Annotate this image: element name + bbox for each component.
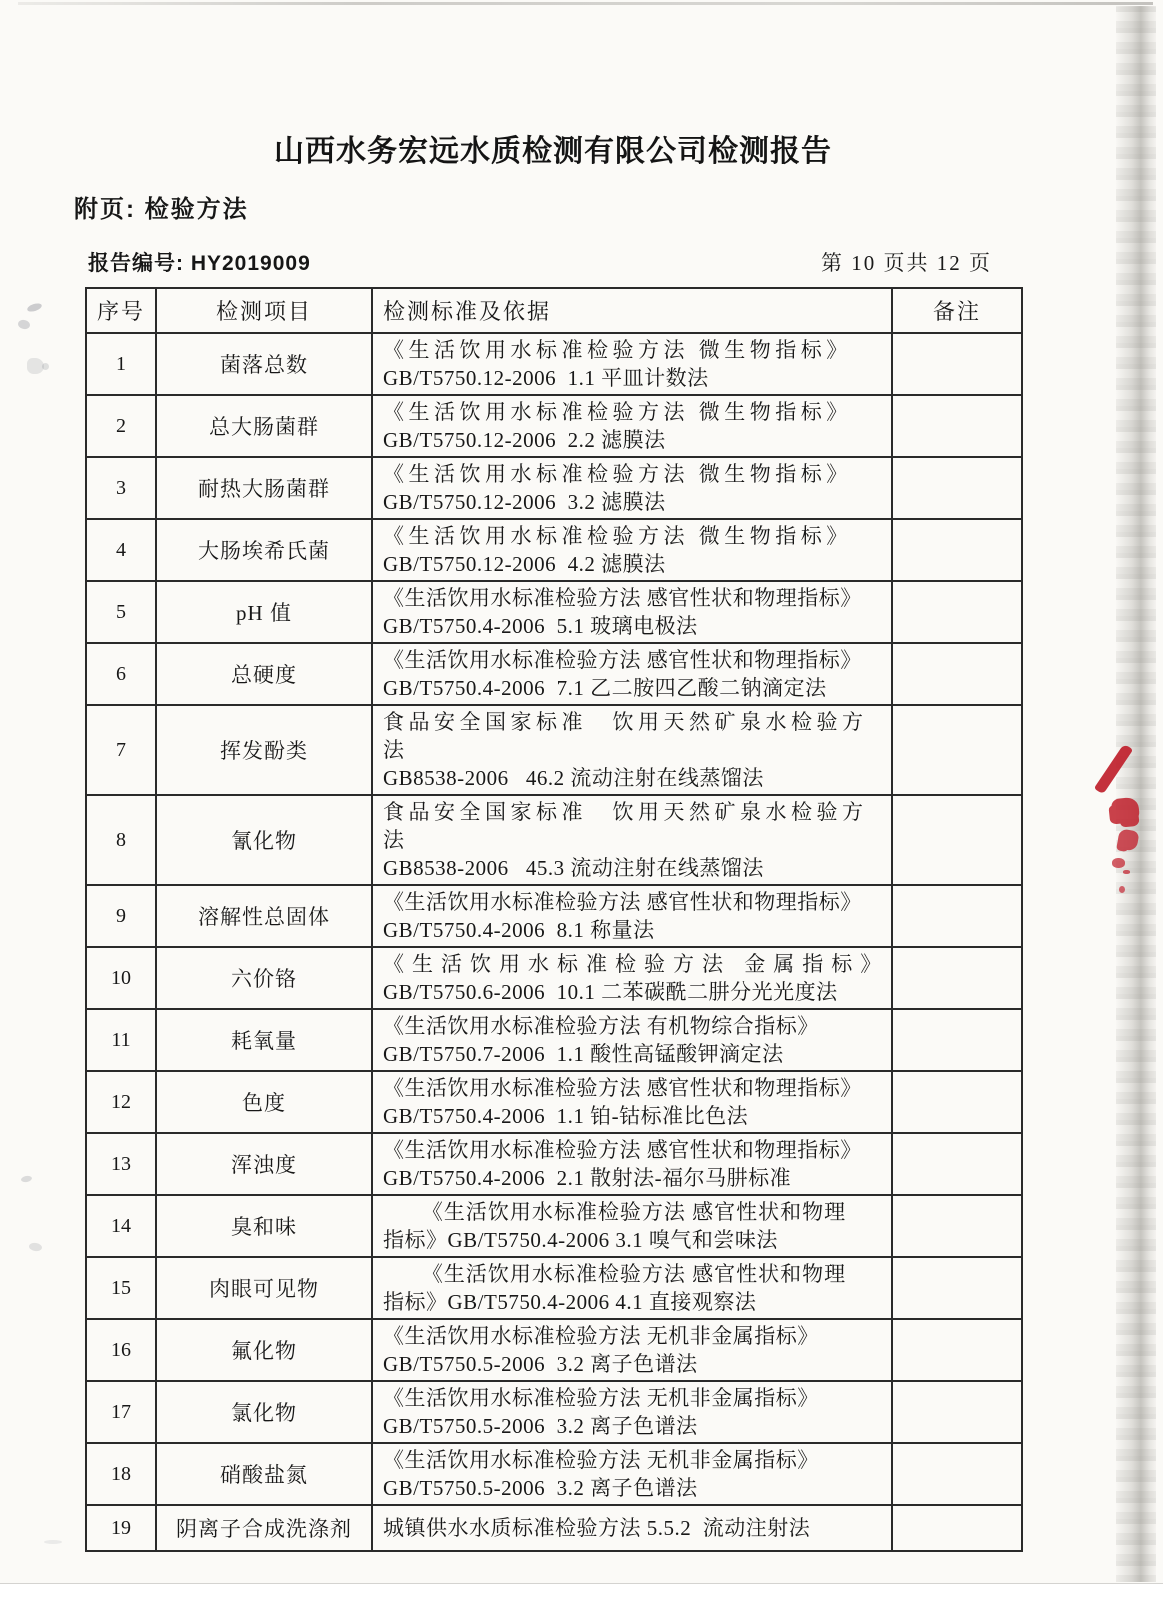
standard-line-1: 食品安全国家标准 饮用天然矿泉水检验方法 xyxy=(383,710,868,762)
report-meta-row xyxy=(88,247,992,277)
cell-remarks xyxy=(892,457,1022,519)
standard-line-1: 《生活饮用水标准检验方法 感官性状和物理 xyxy=(421,1200,847,1224)
cell-remarks xyxy=(892,1443,1022,1505)
standard-line-2: GB/T5750.4-2006 1.1 铂-钴标准比色法 xyxy=(383,1104,749,1128)
table-row xyxy=(86,1443,1022,1505)
table-row xyxy=(86,581,1022,643)
table-row xyxy=(86,795,1022,885)
standard-line-2: GB/T5750.12-2006 1.1 平皿计数法 xyxy=(383,366,709,390)
cell-serial-number: 17 xyxy=(86,1381,156,1443)
table-row xyxy=(86,705,1022,795)
stamp-character-fragment xyxy=(1112,858,1125,868)
cell-test-standard xyxy=(372,1195,892,1257)
cell-serial-number: 7 xyxy=(86,705,156,795)
header-test-standard: 检测标准及依据 xyxy=(372,288,892,333)
cell-test-item: 总大肠菌群 xyxy=(156,395,372,457)
cell-serial-number: 11 xyxy=(86,1009,156,1071)
cell-test-item: 色度 xyxy=(156,1071,372,1133)
stamp-character-fragment xyxy=(1116,828,1139,851)
header-remarks: 备注 xyxy=(892,288,1022,333)
standard-line-1: 《生活饮用水标准检验方法 无机非金属指标》 xyxy=(383,1448,819,1472)
standard-line-2: GB/T5750.4-2006 2.1 散射法-福尔马肼标准 xyxy=(383,1166,792,1190)
cell-serial-number: 4 xyxy=(86,519,156,581)
table-row xyxy=(86,947,1022,1009)
standard-line-2: GB/T5750.7-2006 1.1 酸性高锰酸钾滴定法 xyxy=(383,1042,784,1066)
cell-test-item: 菌落总数 xyxy=(156,333,372,395)
table-body xyxy=(86,333,1022,1551)
scan-bottom-edge xyxy=(0,1583,1163,1600)
cell-remarks xyxy=(892,1195,1022,1257)
cell-remarks xyxy=(892,795,1022,885)
scan-top-edge xyxy=(18,2,1153,5)
standard-line-1: 《生活饮用水标准检验方法 金属指标》 xyxy=(383,952,890,976)
cell-remarks xyxy=(892,1257,1022,1319)
cell-test-standard xyxy=(372,885,892,947)
report-number: 报告编号: HY2019009 xyxy=(88,252,311,275)
standard-line-1: 《生活饮用水标准检验方法 感官性状和物理指标》 xyxy=(383,1076,862,1100)
cell-test-item: 浑浊度 xyxy=(156,1133,372,1195)
cell-test-standard xyxy=(372,947,892,1009)
standard-line-1: 《生活饮用水标准检验方法 有机物综合指标》 xyxy=(383,1014,819,1038)
standard-line-2: GB/T5750.4-2006 8.1 称量法 xyxy=(383,918,655,942)
page-subtitle: 附页: 检验方法 xyxy=(74,196,249,223)
standard-line-1: 《生活饮用水标准检验方法 无机非金属指标》 xyxy=(383,1386,819,1410)
cell-serial-number: 2 xyxy=(86,395,156,457)
table-row xyxy=(86,1505,1022,1551)
cell-remarks xyxy=(892,581,1022,643)
cell-test-standard xyxy=(372,705,892,795)
standard-line-2: GB/T5750.5-2006 3.2 离子色谱法 xyxy=(383,1476,698,1500)
cell-serial-number: 16 xyxy=(86,1319,156,1381)
cell-serial-number: 1 xyxy=(86,333,156,395)
cell-remarks xyxy=(892,1319,1022,1381)
standard-line-1: 《生活饮用水标准检验方法 感官性状和物理指标》 xyxy=(383,1138,862,1162)
table-row xyxy=(86,1133,1022,1195)
standard-line-1: 《生活饮用水标准检验方法 微生物指标》 xyxy=(383,524,852,548)
cell-test-standard xyxy=(372,643,892,705)
table-row xyxy=(86,333,1022,395)
table-header-row xyxy=(86,288,1022,333)
cell-test-standard xyxy=(372,581,892,643)
cell-test-item: 肉眼可见物 xyxy=(156,1257,372,1319)
table-row xyxy=(86,1319,1022,1381)
cell-test-standard xyxy=(372,1009,892,1071)
standard-line-2: 指标》GB/T5750.4-2006 4.1 直接观察法 xyxy=(383,1290,757,1314)
standard-line-1: 《生活饮用水标准检验方法 感官性状和物理指标》 xyxy=(383,890,862,914)
standard-line-2: GB8538-2006 45.3 流动注射在线蒸馏法 xyxy=(383,856,764,880)
cell-serial-number: 10 xyxy=(86,947,156,1009)
standard-line-1: 《生活饮用水标准检验方法 微生物指标》 xyxy=(383,338,852,362)
stamp-stroke xyxy=(1094,744,1133,795)
standard-line-1: 食品安全国家标准 饮用天然矿泉水检验方法 xyxy=(383,800,868,852)
table-row xyxy=(86,395,1022,457)
standard-line-1: 《生活饮用水标准检验方法 感官性状和物理指标》 xyxy=(383,586,862,610)
table-row xyxy=(86,1071,1022,1133)
cell-test-item: 硝酸盐氮 xyxy=(156,1443,372,1505)
standard-line-2: GB/T5750.5-2006 3.2 离子色谱法 xyxy=(383,1414,698,1438)
standard-line-2: GB/T5750.6-2006 10.1 二苯碳酰二肼分光光度法 xyxy=(383,980,838,1004)
cell-remarks xyxy=(892,333,1022,395)
cell-serial-number: 6 xyxy=(86,643,156,705)
stamp-character-fragment xyxy=(1111,797,1140,825)
standard-line-2: 指标》GB/T5750.4-2006 3.1 嗅气和尝味法 xyxy=(383,1228,778,1252)
smudge-mark xyxy=(42,363,49,370)
cell-test-standard xyxy=(372,1133,892,1195)
standard-line-2: GB8538-2006 46.2 流动注射在线蒸馏法 xyxy=(383,766,764,790)
standard-line-2: GB/T5750.12-2006 3.2 滤膜法 xyxy=(383,490,666,514)
cell-test-item: 氟化物 xyxy=(156,1319,372,1381)
cell-test-item: 六价铬 xyxy=(156,947,372,1009)
cell-serial-number: 19 xyxy=(86,1505,156,1551)
cell-test-item: 氯化物 xyxy=(156,1381,372,1443)
standard-line-2: GB/T5750.12-2006 2.2 滤膜法 xyxy=(383,428,666,452)
cell-test-standard xyxy=(372,1071,892,1133)
cell-test-standard xyxy=(372,1443,892,1505)
standard-line-2: GB/T5750.12-2006 4.2 滤膜法 xyxy=(383,552,666,576)
cell-test-item: pH 值 xyxy=(156,581,372,643)
cell-serial-number: 15 xyxy=(86,1257,156,1319)
page-indicator: 第 10 页共 12 页 xyxy=(821,251,992,275)
cell-test-item: 大肠埃希氏菌 xyxy=(156,519,372,581)
test-methods-table xyxy=(85,287,1023,1552)
standard-line-2: GB/T5750.5-2006 3.2 离子色谱法 xyxy=(383,1352,698,1376)
page-title: 山西水务宏远水质检测有限公司检测报告 xyxy=(274,135,832,168)
cell-serial-number: 3 xyxy=(86,457,156,519)
cell-serial-number: 18 xyxy=(86,1443,156,1505)
cell-test-item: 挥发酚类 xyxy=(156,705,372,795)
cell-remarks xyxy=(892,705,1022,795)
cell-test-standard xyxy=(372,1319,892,1381)
standard-line-1: 《生活饮用水标准检验方法 感官性状和物理指标》 xyxy=(383,648,862,672)
standard-line-2: GB/T5750.4-2006 7.1 乙二胺四乙酸二钠滴定法 xyxy=(383,676,827,700)
standard-line-1: 《生活饮用水标准检验方法 感官性状和物理 xyxy=(421,1262,847,1286)
table-row xyxy=(86,1381,1022,1443)
cell-remarks xyxy=(892,1071,1022,1133)
cell-remarks xyxy=(892,643,1022,705)
cell-test-item: 氰化物 xyxy=(156,795,372,885)
red-stamp-fragment xyxy=(1092,740,1142,896)
cell-test-item: 臭和味 xyxy=(156,1195,372,1257)
table-row xyxy=(86,1257,1022,1319)
cell-remarks xyxy=(892,519,1022,581)
table-row xyxy=(86,457,1022,519)
cell-remarks xyxy=(892,947,1022,1009)
cell-test-standard xyxy=(372,333,892,395)
cell-test-standard xyxy=(372,1257,892,1319)
cell-serial-number: 9 xyxy=(86,885,156,947)
cell-remarks xyxy=(892,1009,1022,1071)
table-row xyxy=(86,885,1022,947)
cell-test-standard xyxy=(372,395,892,457)
cell-test-standard xyxy=(372,519,892,581)
standard-line-1: 《生活饮用水标准检验方法 微生物指标》 xyxy=(383,400,852,424)
cell-serial-number: 13 xyxy=(86,1133,156,1195)
smudge-mark xyxy=(29,1242,43,1252)
smudge-mark xyxy=(17,319,31,330)
smudge-mark xyxy=(44,1540,62,1544)
smudge-mark xyxy=(26,302,42,313)
table-row xyxy=(86,1195,1022,1257)
cell-remarks xyxy=(892,1505,1022,1551)
header-serial-number: 序号 xyxy=(86,288,156,333)
cell-test-standard xyxy=(372,1381,892,1443)
standard-line-1: 城镇供水水质标准检验方法 5.5.2 流动注射法 xyxy=(383,1516,811,1540)
smudge-mark xyxy=(21,1175,33,1183)
cell-remarks xyxy=(892,885,1022,947)
header-test-item: 检测项目 xyxy=(156,288,372,333)
stamp-character-fragment xyxy=(1119,886,1125,893)
cell-test-item: 耐热大肠菌群 xyxy=(156,457,372,519)
standard-line-1: 《生活饮用水标准检验方法 无机非金属指标》 xyxy=(383,1324,819,1348)
cell-test-item: 阴离子合成洗涤剂 xyxy=(156,1505,372,1551)
cell-serial-number: 12 xyxy=(86,1071,156,1133)
cell-test-standard xyxy=(372,457,892,519)
cell-serial-number: 5 xyxy=(86,581,156,643)
cell-test-standard xyxy=(372,1505,892,1551)
table-row xyxy=(86,519,1022,581)
cell-test-item: 总硬度 xyxy=(156,643,372,705)
cell-serial-number: 8 xyxy=(86,795,156,885)
standard-line-2: GB/T5750.4-2006 5.1 玻璃电极法 xyxy=(383,614,698,638)
standard-line-1: 《生活饮用水标准检验方法 微生物指标》 xyxy=(383,462,852,486)
cell-test-standard xyxy=(372,795,892,885)
table-row xyxy=(86,1009,1022,1071)
table-row xyxy=(86,643,1022,705)
cell-remarks xyxy=(892,1133,1022,1195)
cell-test-item: 溶解性总固体 xyxy=(156,885,372,947)
cell-test-item: 耗氧量 xyxy=(156,1009,372,1071)
cell-remarks xyxy=(892,395,1022,457)
cell-remarks xyxy=(892,1381,1022,1443)
cell-serial-number: 14 xyxy=(86,1195,156,1257)
